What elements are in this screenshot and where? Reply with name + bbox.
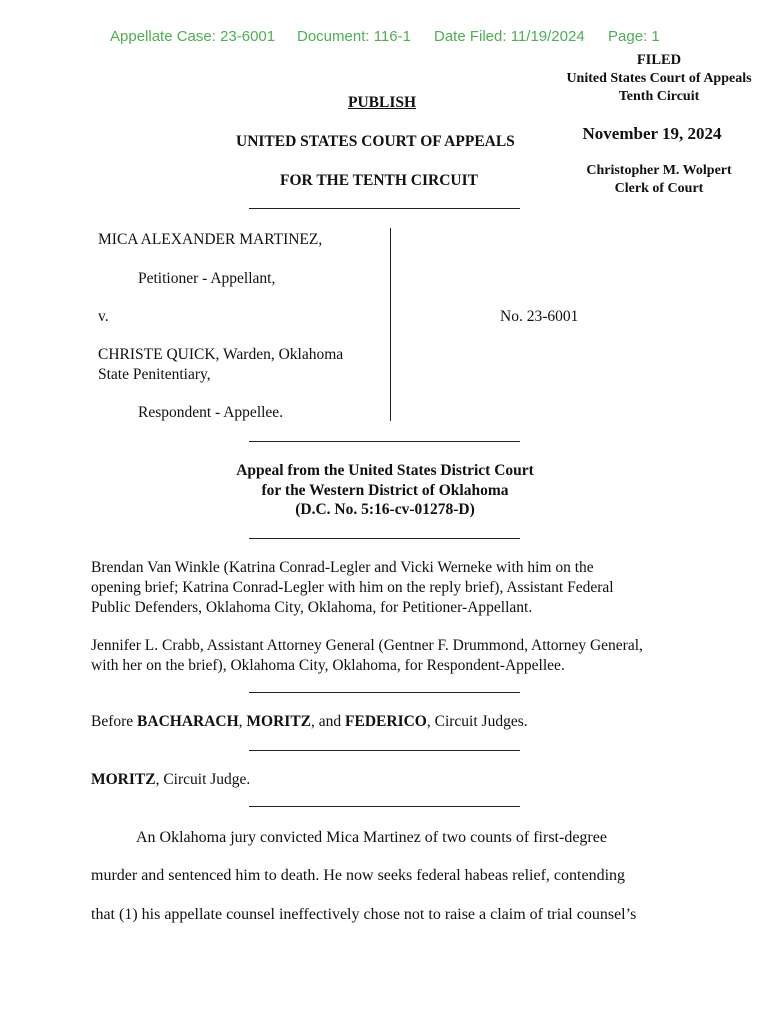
appeal-line-3: (D.C. No. 5:16-cv-01278-D) [295,501,475,518]
respondent-role: Respondent - Appellee. [138,404,284,421]
respondent-line-2: State Penitentiary, [98,366,211,383]
judge-federico: FEDERICO [345,713,427,730]
panel-sep: , [238,713,247,730]
stamp-clerk-name: Christopher M. Wolpert [586,163,732,178]
counsel-line: Public Defenders, Oklahoma City, Oklahoma, for Petitioner-Appellant. [91,599,533,616]
opinion-line-1: An Oklahoma jury convicted Mica Martinez of two counts of first-degree [136,829,607,846]
counsel-line: Jennifer L. Crabb, Assistant Attorney General (Gentner F. Drummond, Attorney General, [91,637,643,654]
petitioner-name: MICA ALEXANDER MARTINEZ, [98,231,323,248]
appeal-line-2: for the Western District of Oklahoma [261,482,509,499]
header-date-filed: Date Filed: 11/19/2024 [434,28,585,45]
circuit-title: FOR THE TENTH CIRCUIT [280,172,478,189]
author-line [91,771,250,789]
panel-before: Before [91,713,138,730]
appeal-line-1: Appeal from the United States District Court [236,462,534,479]
caption-divider [390,228,391,421]
header-case: Appellate Case: 23-6001 [110,28,276,45]
stamp-circuit: Tenth Circuit [618,89,700,104]
counsel-respondent [91,636,691,676]
author-suffix: , Circuit Judge. [155,771,251,788]
opinion-line-2: murder and sentenced him to death. He now seeks federal habeas relief, contending [91,867,626,884]
divider [249,750,520,751]
stamp-clerk-title: Clerk of Court [614,181,704,196]
counsel-line: Brendan Van Winkle (Katrina Conrad-Legler and Vicki Werneke with him on the [91,559,594,576]
opinion-line-3: that (1) his appellate counsel ineffectively chose not to raise a claim of trial counsel’s [91,906,637,923]
divider [249,208,520,209]
counsel-petitioner [91,558,691,618]
author-name: MORITZ [91,771,156,788]
stamp-date: November 19, 2024 [582,124,722,143]
divider [249,441,520,442]
petitioner-role: Petitioner - Appellant, [138,270,276,287]
stamp-filed: FILED [636,52,682,68]
judge-bacharach: BACHARACH [137,713,239,730]
case-number: No. 23-6001 [500,308,579,325]
panel-sep: , and [311,713,346,730]
judge-moritz: MORITZ [246,713,312,730]
divider [249,538,520,539]
panel-suffix: , Circuit Judges. [426,713,528,730]
divider [249,692,520,693]
versus: v. [98,308,109,325]
counsel-line: with her on the brief), Oklahoma City, Oklahoma, for Respondent-Appellee. [91,657,565,674]
panel-line [91,713,528,731]
divider [249,806,520,807]
header-page: Page: 1 [608,28,660,45]
publish-label: PUBLISH [348,94,417,111]
stamp-court: United States Court of Appeals [566,71,752,86]
court-title: UNITED STATES COURT OF APPEALS [236,133,515,150]
header-document: Document: 116-1 [297,28,411,45]
respondent-line-1: CHRISTE QUICK, Warden, Oklahoma [98,346,344,363]
counsel-line: opening brief; Katrina Conrad-Legler with him on the reply brief), Assistant Federal [91,579,614,596]
